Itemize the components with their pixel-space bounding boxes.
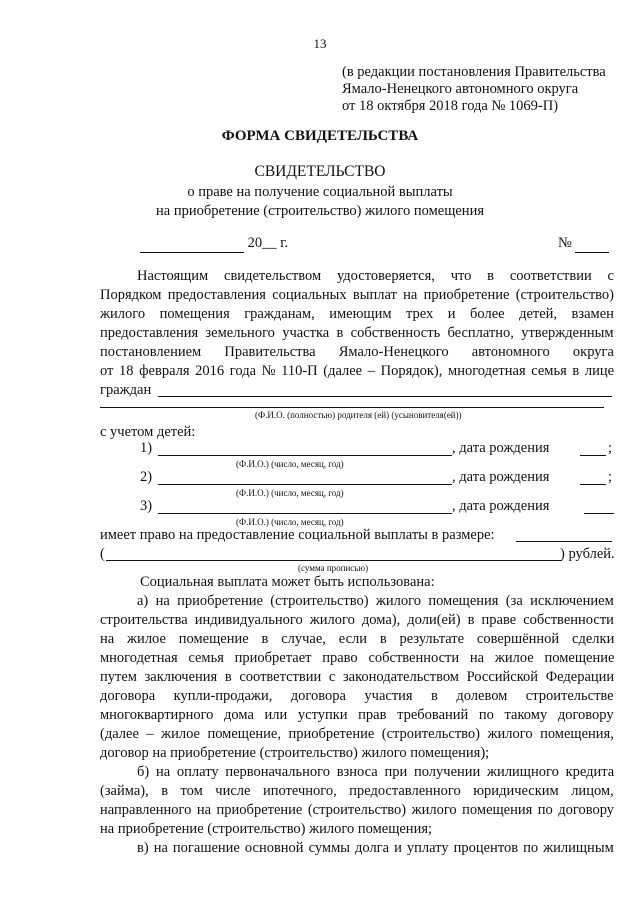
amount-blank [516, 541, 612, 542]
edition-note-line: от 18 октября 2018 года № 1069-П) [342, 98, 559, 114]
child-end: ; [608, 469, 613, 485]
child-birth-label: , дата рождения [452, 498, 550, 514]
certificate-subtitle-line: о праве на получение социальной выплаты [187, 184, 453, 200]
rubles-text: ) рублей. [560, 546, 615, 562]
child-name-blank [158, 484, 452, 485]
date-suffix: 20__ г. [247, 235, 289, 251]
item-b-line: б) на оплату первоначального взноса при получении жилищного кредита [137, 764, 615, 780]
intro-line: постановлением Правительства Ямало-Ненецкого автономного округа [100, 344, 614, 360]
item-a-line: многоквартирного дома или уступки прав требований по такому договору [100, 707, 614, 723]
parents-blank [100, 407, 604, 408]
citizens-label: граждан [100, 382, 152, 398]
certificate-subtitle [0, 183, 640, 221]
page-number: 13 [313, 36, 327, 51]
child-caption: (Ф.И.О.) (число, месяц, год) [236, 488, 344, 498]
edition-note [342, 64, 606, 115]
child-number: 1) [140, 440, 153, 456]
certificate-subtitle-line: на приобретение (строительство) жилого помещения [156, 203, 484, 219]
child-birth-blank [580, 484, 606, 485]
date-line [140, 235, 288, 253]
item-a-line: на жилое помещение в случае, если в результате совершённой сделки [100, 631, 615, 647]
intro-line: жилого помещения гражданам, имеющим трех и более детей, взамен [100, 306, 614, 322]
open-paren: ( [100, 546, 105, 562]
number-line [558, 235, 609, 253]
date-blank [140, 235, 244, 253]
child-birth-blank [584, 513, 614, 514]
intro-line: Настоящим свидетельством удостоверяется, что в соответствии с [137, 268, 614, 284]
child-caption: (Ф.И.О.) (число, месяц, год) [236, 459, 344, 469]
child-number: 2) [140, 469, 153, 485]
citizens-blank [158, 396, 612, 397]
children-label: с учетом детей: [100, 424, 196, 440]
certificate-title: СВИДЕТЕЛЬСТВО [254, 163, 386, 180]
child-name-blank [158, 513, 452, 514]
edition-note-line: (в редакции постановления Правительства [342, 64, 606, 80]
item-a-line: а) на приобретение (строительство) жилого помещения (за исключением [137, 593, 614, 609]
child-birth-label: , дата рождения [452, 440, 550, 456]
item-a-line: многодетная семья приобретает право собственности на жилое помещение [100, 650, 615, 666]
item-b-line: на приобретение (строительство) жилого помещения; [100, 821, 433, 837]
parents-caption: (Ф.И.О. (полностью) родителя (ей) (усыновителя(ей)) [255, 410, 462, 420]
intro-line: от 18 февраля 2016 года № 110-П (далее – Порядок), многодетная семья в лице [100, 363, 615, 379]
item-b-line: направленного на приобретение (строительство) жилого помещения по договору [100, 802, 615, 818]
intro-line: предоставления земельного участка в собственность бесплатно, утвержденным [100, 325, 614, 341]
child-birth-label: , дата рождения [452, 469, 550, 485]
edition-note-line: Ямало-Ненецкого автономного округа [342, 81, 579, 97]
child-end: ; [608, 440, 613, 456]
child-name-blank [158, 455, 452, 456]
item-a-line: путем заключения в соответствии с законодательством Российской Федерации [100, 669, 615, 685]
sum-words-blank [106, 560, 562, 561]
intro-line: Порядком предоставления социальных выплат на приобретение (строительство) [100, 287, 614, 303]
item-c-line: в) на погашение основной суммы долга и уплату процентов по жилищным [137, 840, 614, 856]
number-label: № [558, 235, 572, 251]
item-b-line: (займа), в том числе ипотечного, предоставленного юридическим лицом, [100, 783, 614, 799]
item-a-line: договора купли-продажи, договора участия в долевом строительстве [100, 688, 614, 704]
child-birth-blank [580, 455, 606, 456]
usage-intro: Социальная выплата может быть использована: [140, 574, 435, 590]
item-a-line: строительства индивидуального жилого дома), доли(ей) в праве собственности [100, 612, 614, 628]
item-a-line: (далее – жилое помещение, приобретение (строительство) жилого помещения, [100, 726, 614, 742]
sum-caption: (сумма прописью) [298, 563, 369, 573]
child-number: 3) [140, 498, 153, 514]
number-blank [575, 235, 609, 253]
item-a-line: договор на приобретение (строительство) жилого помещения); [100, 745, 490, 761]
form-title: ФОРМА СВИДЕТЕЛЬСТВА [221, 128, 419, 144]
child-caption: (Ф.И.О.) (число, месяц, год) [236, 517, 344, 527]
entitled-text: имеет право на предоставление социальной выплаты в размере: [100, 527, 495, 543]
